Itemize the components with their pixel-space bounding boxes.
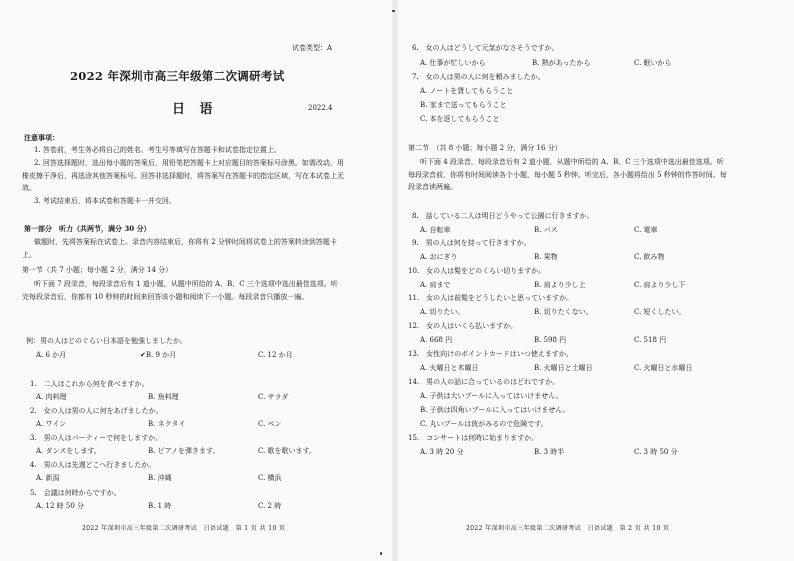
question-2: 2. 女の人は男の人に何をあげましたか。 <box>30 407 163 415</box>
q8-option-a: A. 自転車 <box>420 226 451 234</box>
exam-date: 2022.4 <box>308 104 333 112</box>
q13-option-a: A. 火曜日と木曜日 <box>420 364 479 372</box>
example-option-a: A. 6 か月 <box>36 351 67 359</box>
question-8: 8. 話している二人は明日どうやって公園に行きますか。 <box>412 212 594 220</box>
question-12: 12. 女の人はいくら払いますか。 <box>408 322 518 330</box>
q5-option-c: C. 2 時 <box>258 502 282 510</box>
page-fold <box>392 0 398 561</box>
q10-option-a: A. 肩まで <box>420 281 451 289</box>
q2-option-a: A. ワイン <box>36 420 67 428</box>
q12-option-b: B. 598 円 <box>534 336 567 344</box>
q10-option-c: C. 肩より少し下 <box>634 281 686 289</box>
q11-option-b: B. 切りたくない。 <box>534 308 593 316</box>
q14-option-c: C. 丸いプールは彼がみるので危険です。 <box>420 420 548 428</box>
notice-item-3: 3. 考试结束后，将本试卷和答题卡一并交回。 <box>34 197 176 205</box>
question-6: 6. 女の人はどうして元気がなさそうですか。 <box>412 44 559 52</box>
q1-option-c: C. サラダ <box>258 393 289 401</box>
section1-heading: 第一节（共 7 小题；每小题 2 分，满分 14 分） <box>22 266 173 274</box>
notice-heading: 注意事项： <box>24 133 59 142</box>
section2-intro: 听下面 4 段录音，每段录音后有 2 道小题，从题中所给的 A、B、C 三个选项中选出最佳选项。听每段录音前，你将有时间阅读各个小题，每小题 5 秒钟。听完后，各小题将给出 5 秒钟的作答时间。每段录音读两遍。 <box>408 158 727 191</box>
question-9: 9. 男の人は何を持って行きますか。 <box>412 239 531 247</box>
q4-option-c: C. 横浜 <box>258 474 282 482</box>
question-7: 7. 女の人は男の人に何を頼みましたか。 <box>412 73 545 81</box>
q14-option-b: B. 子供は四角いプールに入ってはいけません。 <box>420 406 570 414</box>
q9-option-b: B. 果物 <box>534 253 558 261</box>
section1-intro: 听下面 7 段录音，每段录音后有 1 道小题，从题中所给的 A、B、C 三个选项中选出最佳选项。听完每段录音后，你都有 10 秒钟的时间来回答该小题和阅读下一小题。每段录音只播放一遍。 <box>22 280 338 301</box>
part1-heading: 第一部分 听力（共两节，满分 30 分） <box>24 224 151 233</box>
question-15: 15. コンサートは何時に始まりますか。 <box>408 434 539 442</box>
question-14: 14. 男の人の話に合っているのはどれですか。 <box>408 378 560 386</box>
q11-option-c: C. 短くしたい。 <box>634 308 686 316</box>
question-13: 13. 女性向けのポイントカードはいつ使えますか。 <box>408 350 573 358</box>
subject-title: 日 语 <box>172 102 218 117</box>
q4-option-b: B. 沖縄 <box>148 474 172 482</box>
q7-option-c: C. 本を返してもらうこと <box>420 115 500 123</box>
q4-option-a: A. 新潟 <box>36 474 60 482</box>
q15-option-b: B. 3 時半 <box>534 448 565 456</box>
q8-option-c: C. 電車 <box>634 226 658 234</box>
footer-right: 2022 年深圳市高三年级第二次调研考试 日语试题 第 2 页 共 10 页 <box>466 525 670 532</box>
notice-item-2: 2. 回答选择题时，选出每小题的答案后，用铅笔把答题卡上对应题目的答案标号涂黑。如需改动，用橡皮擦干净后，再选涂其他答案标号。回答非选择题时，将答案写在答题卡的指定区域，写在本试卷上无效。 <box>22 159 344 192</box>
q13-option-c: C. 火曜日と水曜日 <box>634 364 693 372</box>
q9-option-a: A. おにぎり <box>420 253 458 261</box>
q15-option-a: A. 3 時 20 分 <box>420 448 464 456</box>
q7-option-b: B. 家まで送ってもらうこと <box>420 101 507 109</box>
example-option-c: C. 12 か月 <box>258 351 293 359</box>
q3-option-a: A. ダンスをします。 <box>36 447 101 455</box>
part1-intro: 做题时，先将答案标在试卷上。录音内容结束后，你将有 2 分钟时间将试卷上的答案转涂到答题卡上。 <box>22 238 337 259</box>
q3-option-c: C. 歌を歌います。 <box>258 447 316 455</box>
question-4: 4. 男の人は先週どこへ行きましたか。 <box>30 461 156 469</box>
q6-option-c: C. 眠いから <box>634 59 672 67</box>
q12-option-a: A. 668 円 <box>420 336 453 344</box>
q5-option-a: A. 12 時 50 分 <box>36 502 84 510</box>
question-1: 1. 二人はこれから何を食べますか。 <box>30 380 149 388</box>
q14-option-a: A. 子供は大いプールに入ってはいけません。 <box>420 392 563 400</box>
question-10: 10. 女の人は髪をどのくらい切りますか。 <box>408 267 546 275</box>
question-11: 11. 女の人は前髪をどうしたいと思っていますか。 <box>408 294 574 302</box>
q11-option-a: A. 切りたい。 <box>420 308 465 316</box>
scan-speck <box>380 552 382 555</box>
question-3: 3. 男の人はパーティーで何をしますか。 <box>30 434 163 442</box>
q3-option-b: B. ピアノを弾きます。 <box>148 447 220 455</box>
example-question: 例：男の人はどのぐらい日本語を勉強しましたか。 <box>26 337 187 345</box>
q6-option-b: B. 熱があったから <box>532 59 591 67</box>
question-5: 5. 会議は何時からですか。 <box>30 489 121 497</box>
q2-option-b: B. ネクタイ <box>148 420 186 428</box>
section2-heading: 第二节 （共 8 小题；每小题 2 分，满分 16 分） <box>408 144 562 152</box>
footer-left: 2022 年深圳市高三年级第二次调研考试 日语试题 第 1 页 共 10 页 <box>82 525 286 532</box>
q1-option-b: B. 魚料理 <box>148 393 179 401</box>
example-option-b: ✔B. 9 か月 <box>140 351 177 359</box>
q2-option-c: C. ペン <box>258 420 282 428</box>
notice-item-1: 1. 答卷前，考生务必将自己的姓名、考生号等填写在答题卡和试卷指定位置上。 <box>34 146 281 154</box>
scan-speck <box>392 10 395 12</box>
q12-option-c: C. 518 円 <box>634 336 667 344</box>
exam-title: 2022 年深圳市高三年级第二次调研考试 <box>70 69 285 83</box>
q8-option-b: B. バス <box>534 226 558 234</box>
q1-option-a: A. 肉料理 <box>36 393 67 401</box>
q10-option-b: B. 肩より少し上 <box>534 281 586 289</box>
q5-option-b: B. 1 時 <box>148 502 172 510</box>
exam-type: 试卷类型：A <box>292 44 333 52</box>
q9-option-c: C. 飲み物 <box>634 253 665 261</box>
q7-option-a: A. ノートを貸してもらうこと <box>420 87 514 95</box>
q15-option-c: C. 3 時 50 分 <box>634 448 678 456</box>
q13-option-b: B. 火曜日と土曜日 <box>534 364 593 372</box>
q6-option-a: A. 仕事が忙しいから <box>420 59 486 67</box>
